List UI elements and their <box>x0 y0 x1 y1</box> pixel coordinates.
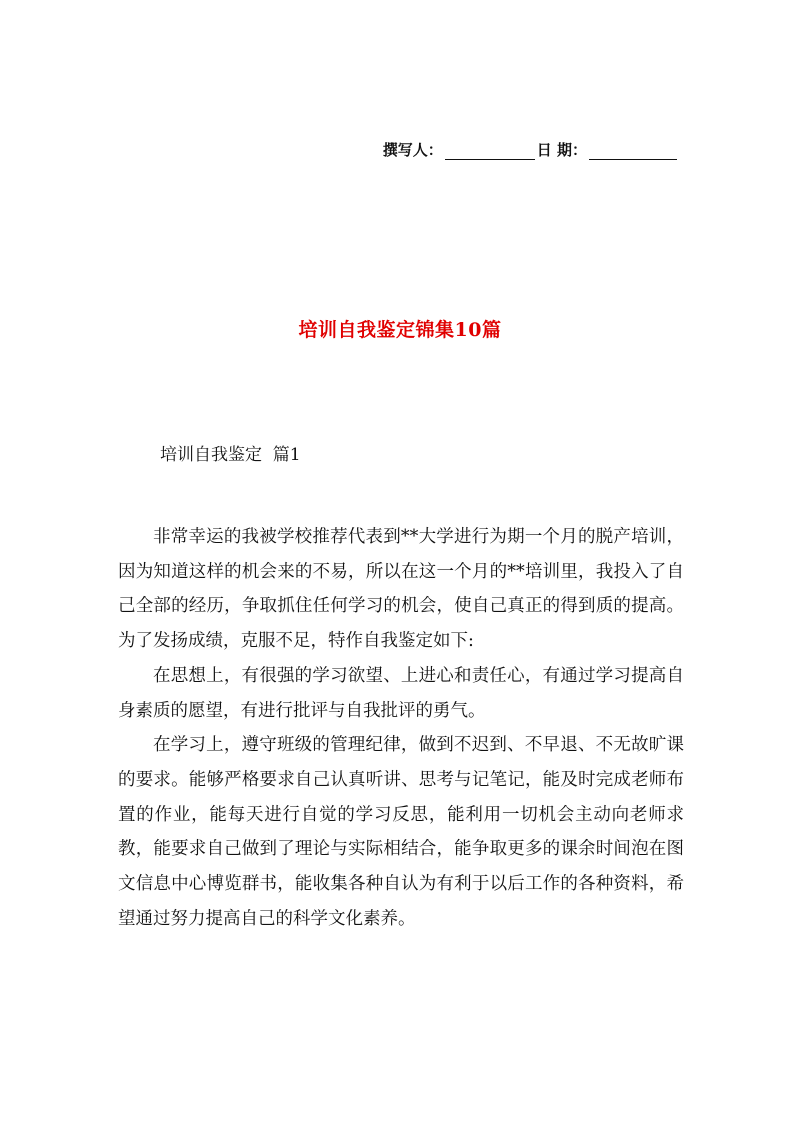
paragraph: 在思想上，有很强的学习欲望、上进心和责任心，有通过学习提高自身素质的愿望，有进行批评与自我批评的勇气。 <box>118 665 684 721</box>
body-text <box>118 520 684 936</box>
author-date-line <box>383 139 679 160</box>
date-blank <box>589 144 677 160</box>
document-title: 培训自我鉴定锦集10篇 <box>298 319 502 341</box>
paragraph: 非常幸运的我被学校推荐代表到**大学进行为期一个月的脱产培训，因为知道这样的机会来的不易，所以在这一个月的**培训里，我投入了自己全部的经历，争取抓住任何学习的机会，使自己真正的得到质的提高。为了发扬成绩，克服不足，特作自我鉴定如下: <box>118 527 684 652</box>
section-heading: 培训自我鉴定 篇1 <box>160 445 301 465</box>
author-blank <box>445 144 535 160</box>
paragraph: 在学习上，遵守班级的管理纪律，做到不迟到、不早退、不无故旷课的要求。能够严格要求自己认真听讲、思考与记笔记，能及时完成老师布置的作业，能每天进行自觉的学习反思，能利用一切机会主动向老师求教，能要求自己做到了理论与实际相结合，能争取更多的课余时间泡在图文信息中心博览群书，能收集各种自认为有利于以后工作的各种资料，希望通过努力提高自己的科学文化素养。 <box>118 735 684 929</box>
date-label: 日 期： <box>536 141 587 159</box>
author-label: 撰写人： <box>382 141 443 159</box>
